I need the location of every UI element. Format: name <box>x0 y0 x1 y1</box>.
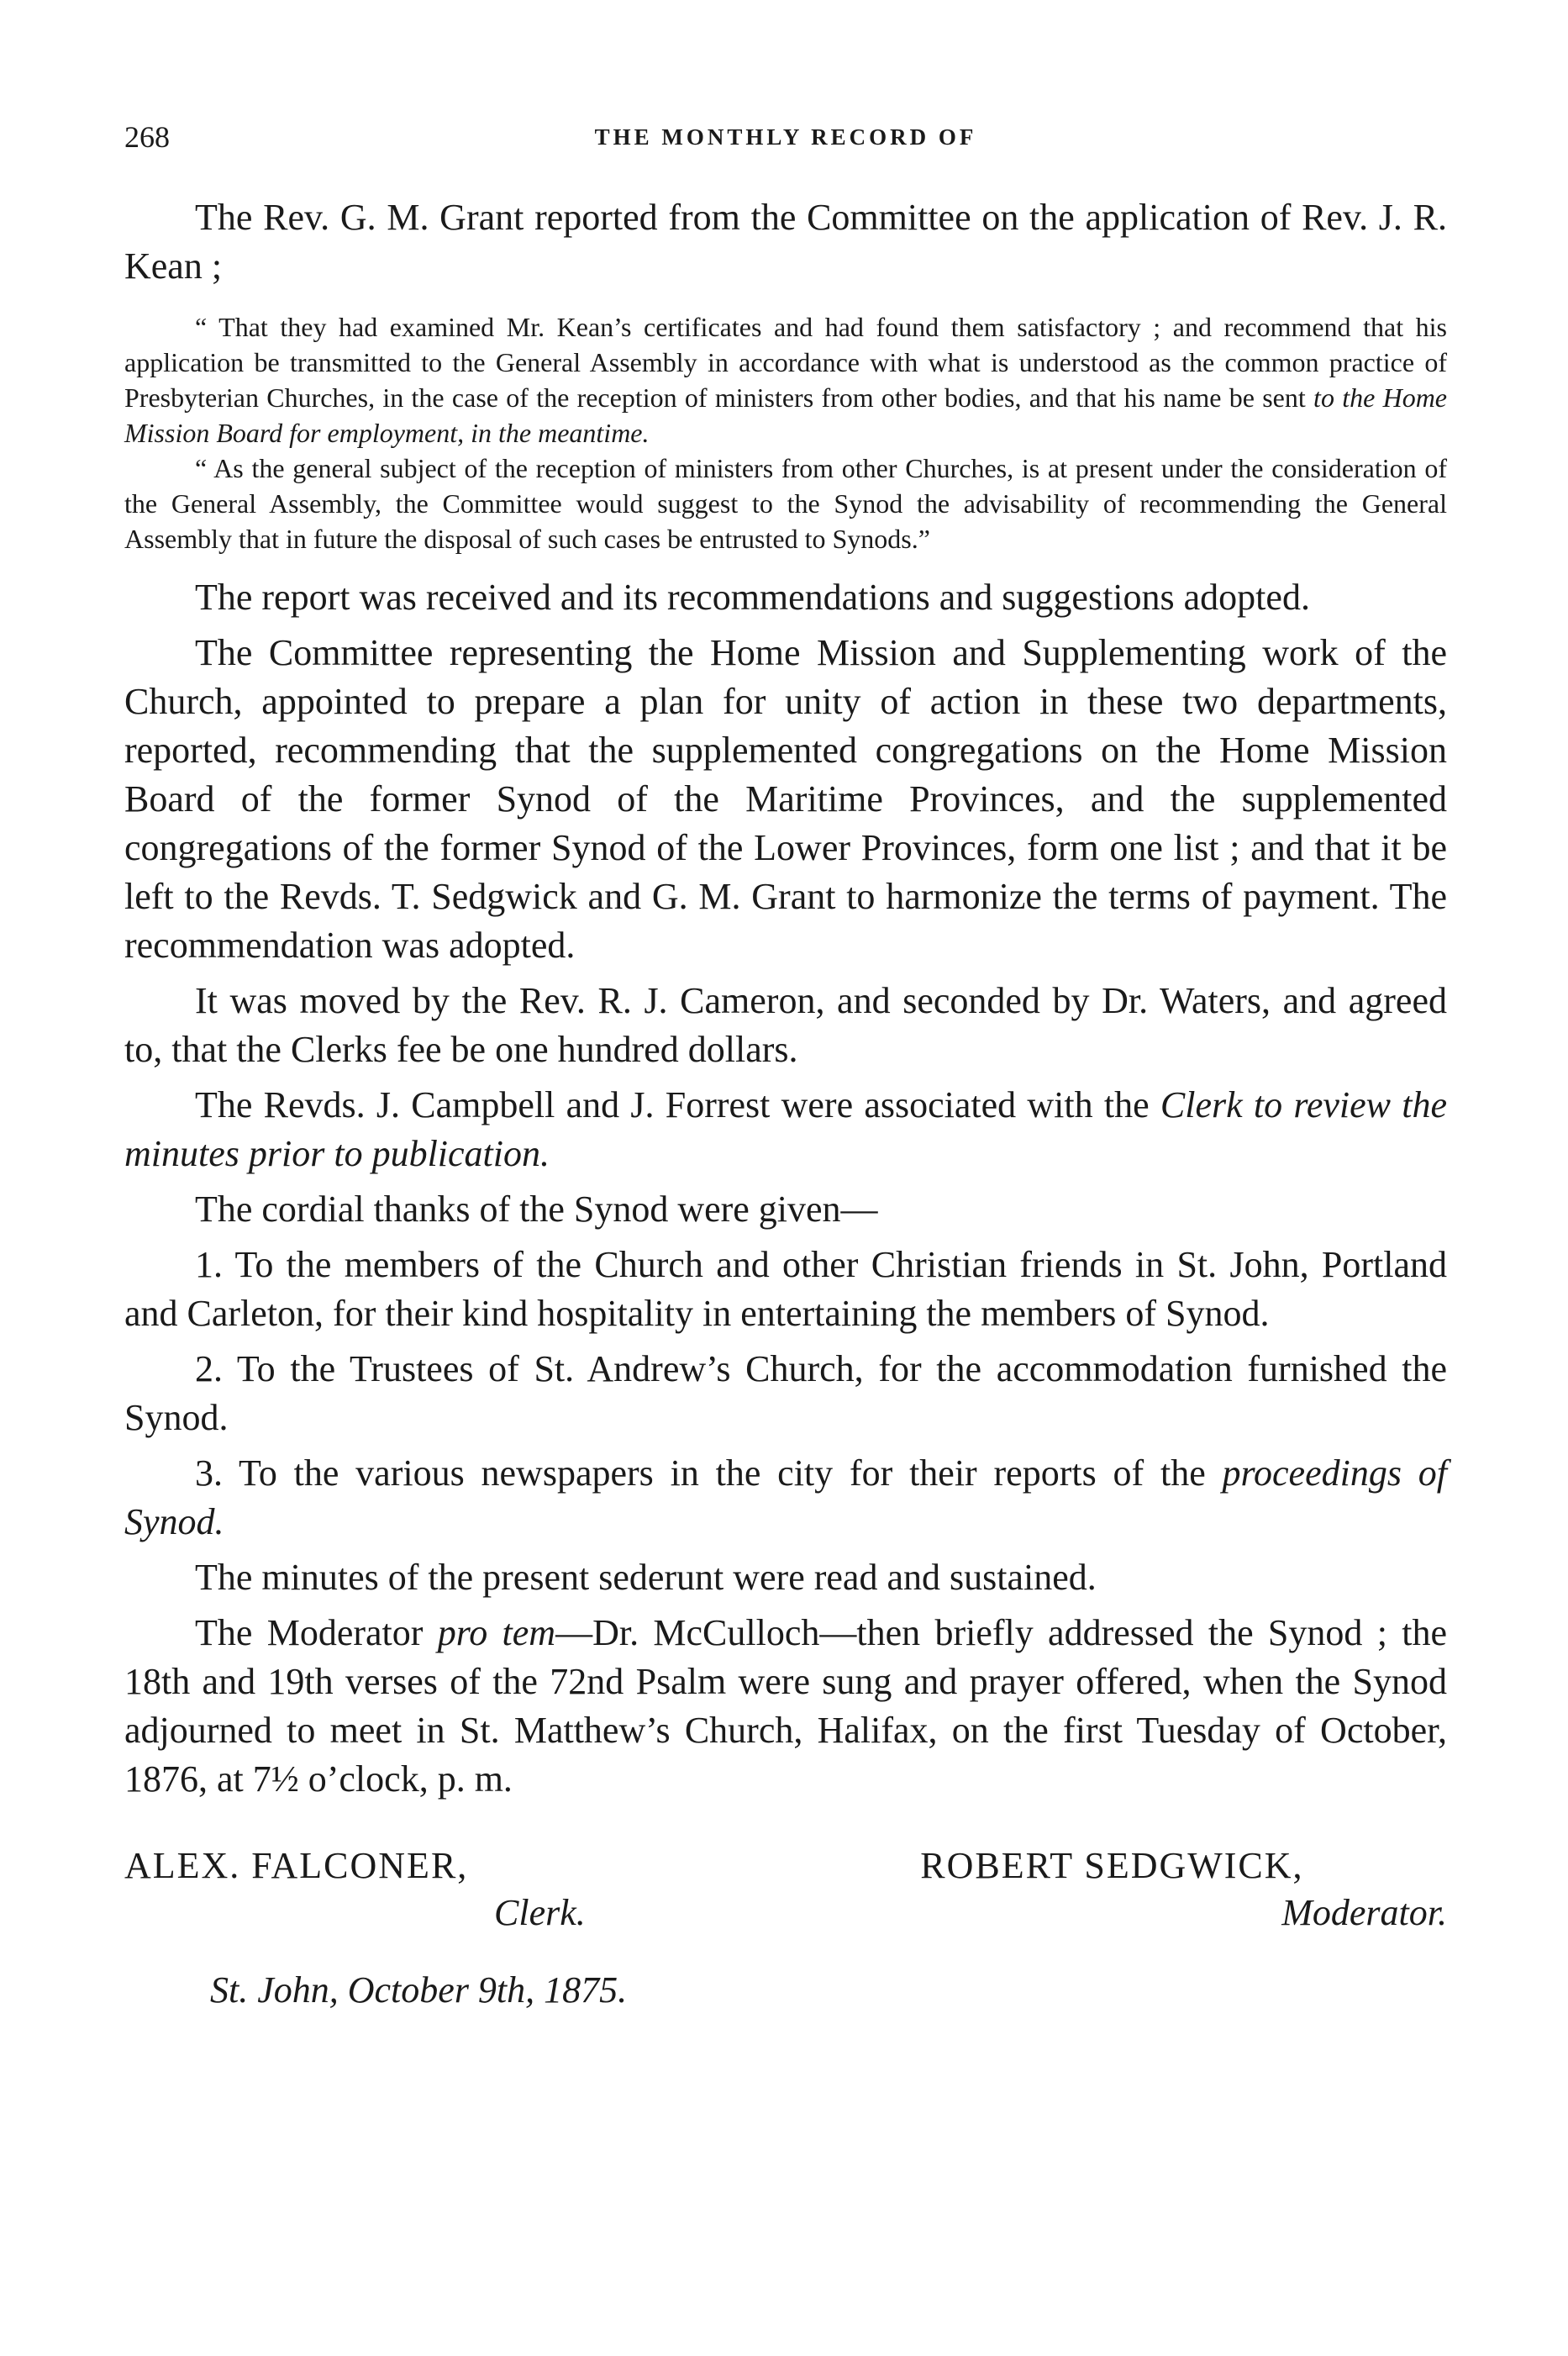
dateline: St. John, October 9th, 1875. <box>210 1969 628 2011</box>
review-minutes-text: The Revds. J. Campbell and J. Forrest were associated with the <box>195 1084 1150 1125</box>
paragraph-adjournment <box>124 1609 1447 1804</box>
paragraph-clerk-fee: It was moved by the Rev. R. J. Cameron, and seconded by Dr. Waters, and agreed to, that the Clerks fee be one hundred dollars. <box>124 980 1447 1070</box>
clerk-signature <box>124 1842 586 1937</box>
clerk-role: Clerk. <box>494 1892 586 1933</box>
quote-paragraph-1 <box>124 309 1447 451</box>
adjournment-text-a: The Moderator <box>195 1612 424 1653</box>
quote-1-text: “ That they had examined Mr. Kean’s certificates and had found them satisfactory ; and recommend that his application be transmitted to the General Assembly in accordance with what is understood as the common practice of Presbyterian Churches, in the case of the reception of ministers from other bodies, and that his name be sent <box>124 312 1447 413</box>
signature-block <box>124 1842 1447 2044</box>
adjournment-italic: pro tem <box>437 1612 556 1653</box>
thanks-item-2: 2. To the Trustees of St. Andrew’s Church, for the accommodation furnished the Synod. <box>124 1348 1447 1438</box>
committee-quote <box>124 309 1447 556</box>
page-number: 268 <box>124 120 170 154</box>
running-title: THE MONTHLY RECORD OF <box>594 124 977 150</box>
paragraph-thanks: The cordial thanks of the Synod were given— <box>195 1189 878 1230</box>
thanks-item-3-text: 3. To the various newspapers in the city for their reports of the <box>195 1452 1206 1494</box>
document-page <box>124 119 1447 2044</box>
paragraph-grant-report: The Rev. G. M. Grant reported from the Committee on the application of Rev. J. R. Kean ; <box>124 197 1447 287</box>
thanks-item-3-italic: proceedings of Synod. <box>124 1452 1447 1542</box>
moderator-name: ROBERT SEDGWICK, <box>920 1845 1304 1886</box>
paragraph-home-mission: The Committee representing the Home Mission and Supplementing work of the Church, appointed to prepare a plan for unity of action in these two departments, reported, recommending that the supplemented congregations on the Home Mission Board of the former Synod of the Maritime Provinces, and the supplemented congregations of the former Synod of the Lower Provinces, form one list ; and that it be left to the Revds. T. Sedgwick and G. M. Grant to harmonize the terms of payment. The recommendation was adopted. <box>124 632 1447 966</box>
thanks-item-3 <box>124 1449 1447 1547</box>
review-minutes-italic: Clerk to review the minutes prior to publication. <box>124 1084 1447 1174</box>
paragraph-minutes-sustained: The minutes of the present sederunt were read and sustained. <box>195 1557 1097 1598</box>
moderator-signature <box>920 1842 1447 1937</box>
paragraph-review-minutes <box>124 1081 1447 1178</box>
quote-paragraph-2: “ As the general subject of the reception of ministers from other Churches, is at present under the consideration of the General Assembly, the Committee would suggest to the Synod the advisability of recommending the General Assembly that in future the disposal of such cases be entrusted to Synods.” <box>124 453 1447 554</box>
adjournment-text-b: —Dr. McCulloch—then briefly addressed the Synod ; the 18th and 19th verses of the 72nd Psalm were sung and prayer offered, when the Synod adjourned to meet in St. Matthew’s Church, Halifax, on the first Tuesday of October, 1876, at 7½ o’clock, p. m. <box>124 1612 1447 1800</box>
quote-1-italic: to the Home Mission Board for employment, in the meantime. <box>124 382 1448 448</box>
clerk-name: ALEX. FALCONER, <box>124 1845 469 1886</box>
page-header <box>124 119 1447 160</box>
moderator-role: Moderator. <box>1281 1892 1447 1933</box>
thanks-item-1: 1. To the members of the Church and other Christian friends in St. John, Portland and Carleton, for their kind hospitality in entertaining the members of Synod. <box>124 1244 1447 1334</box>
paragraph-report-received: The report was received and its recommendations and suggestions adopted. <box>195 577 1310 618</box>
